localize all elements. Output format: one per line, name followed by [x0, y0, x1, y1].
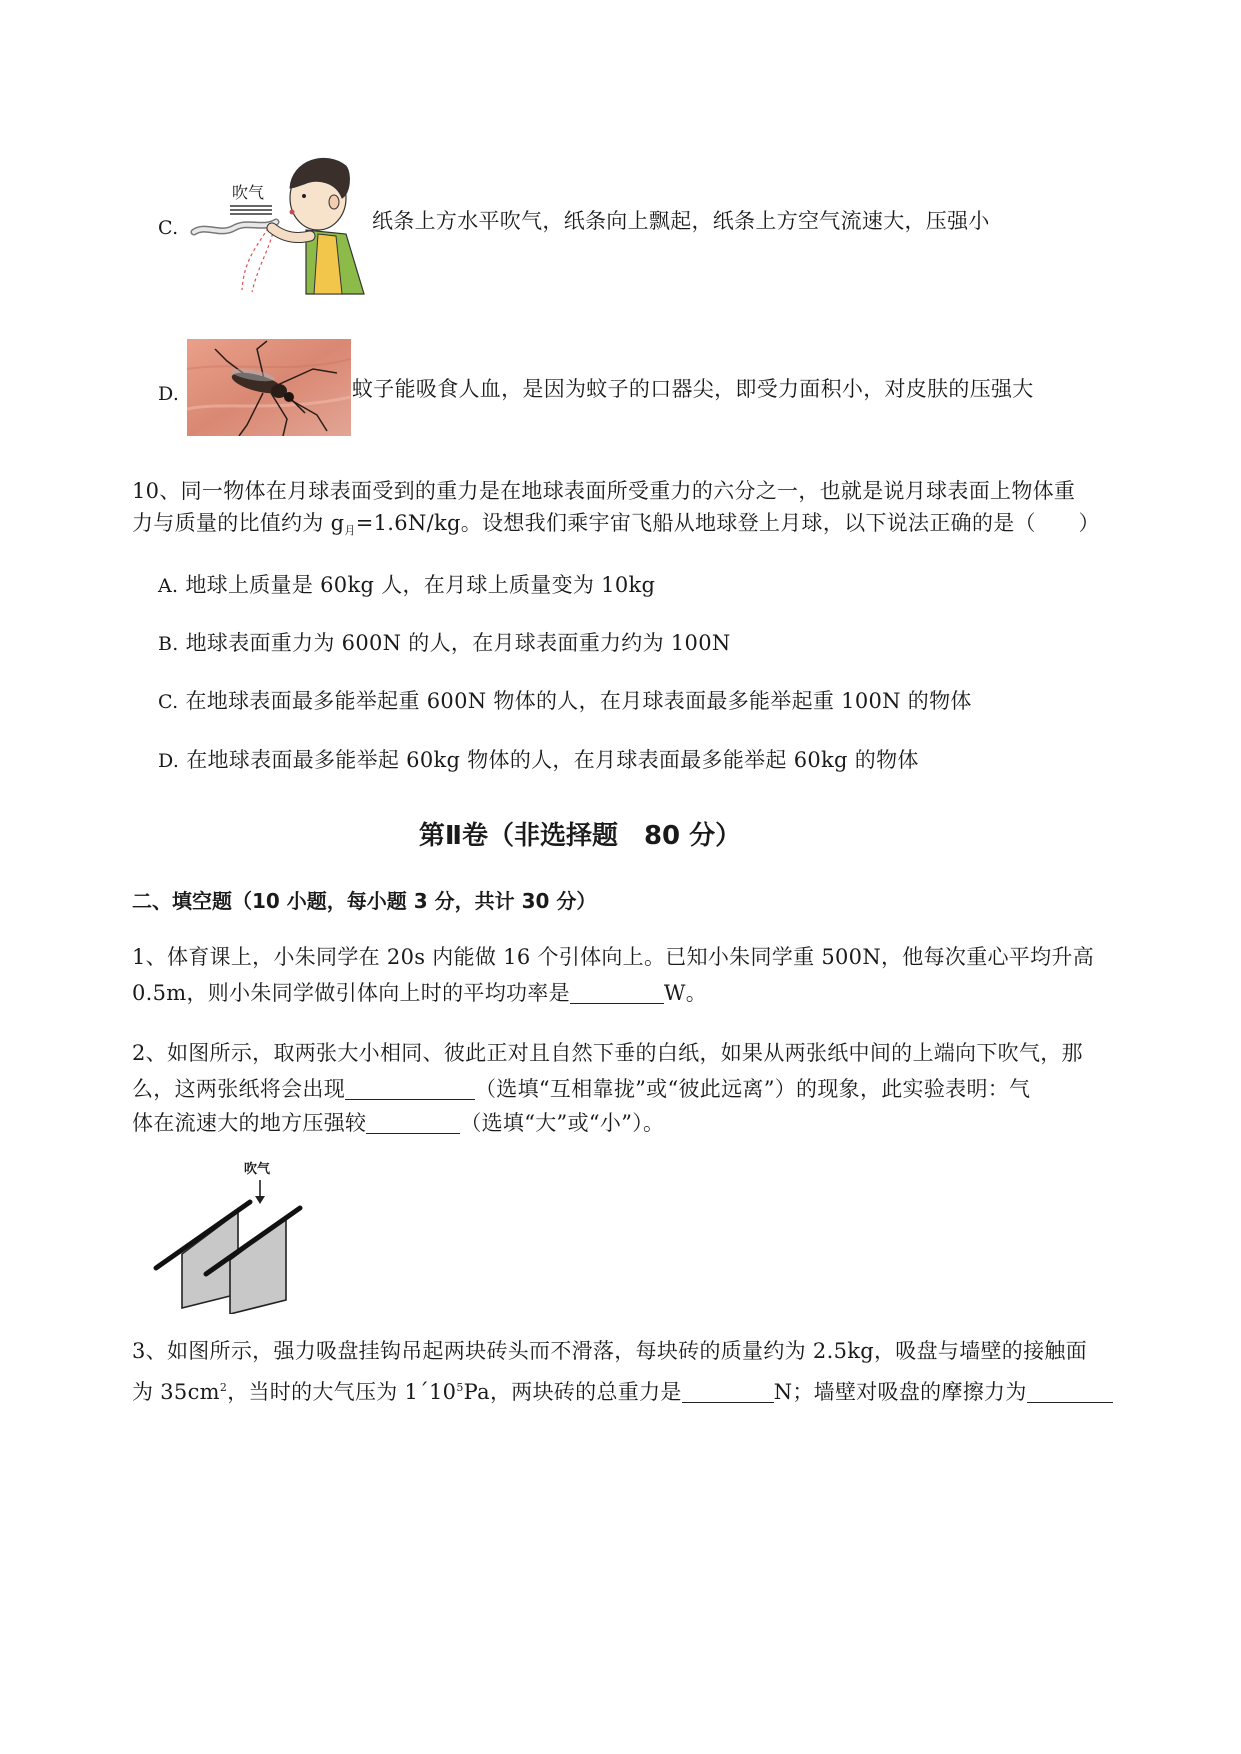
q10-stem-line2-a: 力与质量的比值约为 g	[132, 511, 345, 535]
option-label: A.	[158, 575, 179, 597]
q9-option-d	[158, 378, 179, 409]
mosquito-illustration	[187, 339, 351, 436]
answer-blank[interactable]	[570, 981, 664, 1004]
section-title: 第Ⅱ卷（非选择题 80 分）	[418, 821, 742, 851]
q10-option-b	[158, 628, 731, 659]
q10-option-a	[158, 570, 655, 601]
option-text: 在地球表面最多能举起 60kg 物体的人，在月球表面最多能举起 60kg 的物体	[186, 748, 919, 772]
fq1-line2-b: W。	[663, 981, 708, 1005]
fq2-line2	[132, 1074, 1030, 1104]
fq2-line2-b: （选填“互相靠拢”或“彼此远离”）的现象，此实验表明：气	[475, 1077, 1031, 1101]
fq3-line2	[132, 1373, 1113, 1407]
answer-blank[interactable]	[366, 1111, 460, 1134]
fq3-line2-a: 为 35cm	[132, 1380, 220, 1404]
option-label: C.	[158, 691, 179, 713]
blow-caption-2: 吹气	[244, 1162, 271, 1177]
option-label: B.	[158, 633, 179, 655]
answer-blank[interactable]	[1027, 1380, 1113, 1403]
fq3-line2-b: ，当时的大气压为 1´10	[227, 1380, 457, 1404]
gravity-subscript: 月	[344, 524, 356, 537]
answer-blank[interactable]	[682, 1380, 774, 1403]
q10-stem-line1: 10、同一物体在月球表面受到的重力是在地球表面所受重力的六分之一，也就是说月球表面上物体重	[132, 479, 1076, 503]
fq1-line2	[132, 978, 707, 1008]
fq2-line1: 2、如图所示，取两张大小相同、彼此正对且自然下垂的白纸，如果从两张纸中间的上端向下吹气，那	[132, 1041, 1083, 1065]
fq2-line3-a: 体在流速大的地方压强较	[132, 1111, 367, 1135]
two-paper-figure	[150, 1158, 310, 1314]
q9-option-c-text: 纸条上方水平吹气，纸条向上飘起，纸条上方空气流速大，压强小	[372, 209, 990, 233]
fq2-line2-a: 么，这两张纸将会出现	[132, 1077, 345, 1101]
option-label: D.	[158, 383, 180, 405]
q10-option-c	[158, 686, 972, 717]
option-text: 地球上质量是 60kg 人，在月球上质量变为 10kg	[185, 573, 656, 597]
option-label: C.	[158, 217, 179, 239]
mosquito-photo	[187, 339, 351, 436]
q10-stem-line2-b: =1.6N/kg。设想我们乘宇宙飞船从地球登上月球，以下说法正确的是（ ）	[355, 511, 1100, 535]
option-text: 地球表面重力为 600N 的人，在月球表面重力约为 100N	[185, 631, 731, 655]
fq2-line3-b: （选填“大”或“小”）。	[460, 1111, 665, 1135]
fq1-line1: 1、体育课上，小朱同学在 20s 内能做 16 个引体向上。已知小朱同学重 500N，他每次重心平均升高	[132, 945, 1095, 969]
blow-caption: 吹气	[232, 183, 265, 202]
q10-option-d	[158, 745, 919, 776]
boy-blowing-illustration	[186, 148, 366, 296]
answer-blank[interactable]	[345, 1077, 475, 1100]
option-label: D.	[158, 750, 180, 772]
q10-stem-line2	[132, 508, 1100, 546]
section-heading: 二、填空题（10 小题，每小题 3 分，共计 30 分）	[132, 889, 597, 913]
fq3-line1: 3、如图所示，强力吸盘挂钩吊起两块砖头而不滑落，每块砖的质量约为 2.5kg，吸盘与墙壁的接触面	[132, 1339, 1087, 1363]
two-paper-illustration	[150, 1158, 310, 1314]
q9-option-d-text: 蚊子能吸食人血，是因为蚊子的口器尖，即受力面积小，对皮肤的压强大	[352, 377, 1034, 401]
q9-option-c	[158, 212, 179, 243]
fq3-line2-d: N；墙壁对吸盘的摩擦力为	[773, 1380, 1027, 1404]
fq3-line2-c: Pa，两块砖的总重力是	[463, 1380, 682, 1404]
option-text: 在地球表面最多能举起重 600N 物体的人，在月球表面最多能举起重 100N 的物体	[185, 689, 972, 713]
boy-blowing-figure	[186, 148, 366, 296]
pressure-superscript: 5	[456, 1381, 464, 1394]
fq2-line3	[132, 1108, 664, 1138]
fq1-line2-a: 0.5m，则小朱同学做引体向上时的平均功率是	[132, 981, 570, 1005]
area-superscript: 2	[219, 1381, 228, 1394]
